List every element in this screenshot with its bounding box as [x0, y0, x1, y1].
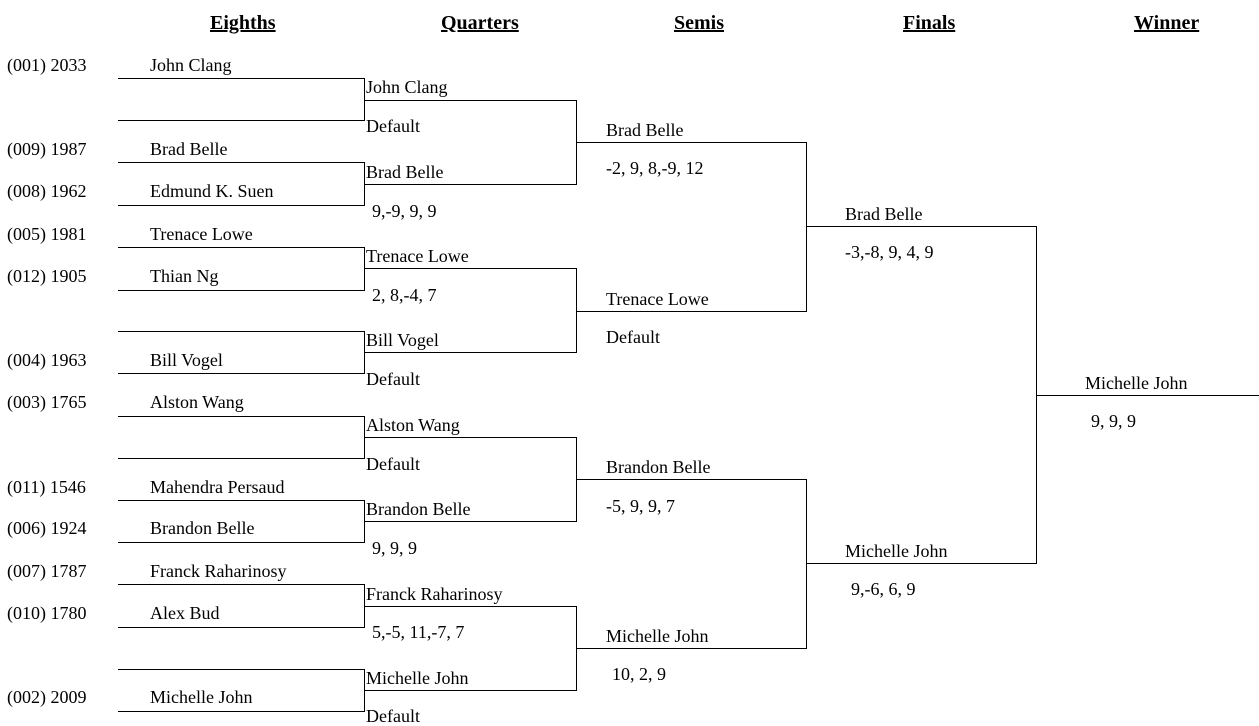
quarter-score-1: Default	[366, 116, 420, 136]
bracket-connector	[806, 142, 807, 312]
bracket-line	[118, 205, 365, 206]
eighth-name-12: Brandon Belle	[150, 518, 255, 538]
eighth-name-13: Franck Raharinosy	[150, 561, 287, 581]
quarter-name-6: Brandon Belle	[366, 499, 471, 519]
eighth-seed-16: (002) 2009	[7, 687, 87, 707]
final-name-1: Brad Belle	[845, 204, 923, 224]
header-eighths: Eighths	[210, 12, 276, 34]
bracket-line	[118, 627, 365, 628]
eighth-seed-5: (005) 1981	[7, 224, 87, 244]
bracket-line	[118, 162, 365, 163]
final-name-2: Michelle John	[845, 541, 948, 561]
semi-name-1: Brad Belle	[606, 120, 684, 140]
eighth-seed-12: (006) 1924	[7, 518, 87, 538]
bracket-line	[118, 331, 365, 332]
eighth-name-14: Alex Bud	[150, 603, 220, 623]
eighth-seed-14: (010) 1780	[7, 603, 87, 623]
eighth-name-9: Alston Wang	[150, 392, 244, 412]
winner-name: Michelle John	[1085, 373, 1188, 393]
eighth-name-16: Michelle John	[150, 687, 253, 707]
eighth-name-6: Thian Ng	[150, 266, 219, 286]
quarter-score-4: Default	[366, 369, 420, 389]
bracket-line	[576, 311, 807, 312]
eighth-name-4: Edmund K. Suen	[150, 181, 274, 201]
eighth-seed-6: (012) 1905	[7, 266, 87, 286]
bracket-line	[118, 120, 365, 121]
quarter-name-8: Michelle John	[366, 668, 469, 688]
eighth-seed-3: (009) 1987	[7, 139, 87, 159]
header-winner: Winner	[1134, 12, 1200, 34]
eighth-name-5: Trenace Lowe	[150, 224, 253, 244]
quarter-score-5: Default	[366, 454, 420, 474]
quarter-name-7: Franck Raharinosy	[366, 584, 503, 604]
bracket-line	[576, 142, 807, 143]
bracket-line	[576, 648, 807, 649]
header-finals: Finals	[903, 12, 956, 34]
eighth-seed-8: (004) 1963	[7, 350, 87, 370]
bracket-line	[118, 542, 365, 543]
semi-name-2: Trenace Lowe	[606, 289, 709, 309]
bracket-connector	[364, 247, 365, 291]
quarter-score-2: 9,-9, 9, 9	[372, 201, 437, 221]
quarter-name-5: Alston Wang	[366, 415, 460, 435]
quarter-name-3: Trenace Lowe	[366, 246, 469, 266]
bracket-line	[118, 78, 365, 79]
bracket-line	[364, 690, 577, 691]
eighth-seed-1: (001) 2033	[7, 55, 87, 75]
bracket-connector	[806, 479, 807, 649]
bracket-line	[118, 290, 365, 291]
bracket-line	[118, 500, 365, 501]
eighth-name-3: Brad Belle	[150, 139, 228, 159]
semi-score-2: Default	[606, 327, 660, 347]
bracket-line	[364, 100, 577, 101]
quarter-name-4: Bill Vogel	[366, 330, 439, 350]
bracket-line	[364, 437, 577, 438]
eighth-seed-9: (003) 1765	[7, 392, 87, 412]
final-score-1: -3,-8, 9, 4, 9	[845, 242, 934, 262]
semi-score-1: -2, 9, 8,-9, 12	[606, 158, 704, 178]
eighth-seed-13: (007) 1787	[7, 561, 87, 581]
quarter-score-6: 9, 9, 9	[372, 538, 417, 558]
winner-score: 9, 9, 9	[1091, 411, 1136, 431]
quarter-name-2: Brad Belle	[366, 162, 444, 182]
bracket-line	[806, 563, 1037, 564]
eighth-seed-11: (011) 1546	[7, 477, 86, 497]
bracket-line	[118, 711, 365, 712]
eighth-name-1: John Clang	[150, 55, 232, 75]
semi-name-3: Brandon Belle	[606, 457, 711, 477]
eighth-seed-4: (008) 1962	[7, 181, 87, 201]
bracket-line	[118, 416, 365, 417]
bracket-line	[364, 352, 577, 353]
final-score-2: 9,-6, 6, 9	[851, 579, 916, 599]
bracket-line	[118, 458, 365, 459]
bracket-line	[364, 521, 577, 522]
bracket-line	[364, 268, 577, 269]
header-quarters: Quarters	[441, 12, 519, 34]
bracket-line	[118, 669, 365, 670]
semi-score-4: 10, 2, 9	[612, 664, 666, 684]
bracket-line	[576, 479, 807, 480]
semi-name-4: Michelle John	[606, 626, 709, 646]
bracket-line	[118, 373, 365, 374]
quarter-score-7: 5,-5, 11,-7, 7	[372, 622, 465, 642]
bracket-line	[118, 584, 365, 585]
bracket-line	[364, 184, 577, 185]
eighth-name-8: Bill Vogel	[150, 350, 223, 370]
bracket-line	[806, 226, 1037, 227]
semi-score-3: -5, 9, 9, 7	[606, 496, 675, 516]
quarter-score-3: 2, 8,-4, 7	[372, 285, 437, 305]
eighth-name-11: Mahendra Persaud	[150, 477, 285, 497]
bracket-line	[364, 606, 577, 607]
quarter-score-8: Default	[366, 706, 420, 726]
bracket-line	[118, 247, 365, 248]
header-semis: Semis	[674, 12, 724, 34]
bracket-line	[1036, 395, 1259, 396]
quarter-name-1: John Clang	[366, 77, 448, 97]
